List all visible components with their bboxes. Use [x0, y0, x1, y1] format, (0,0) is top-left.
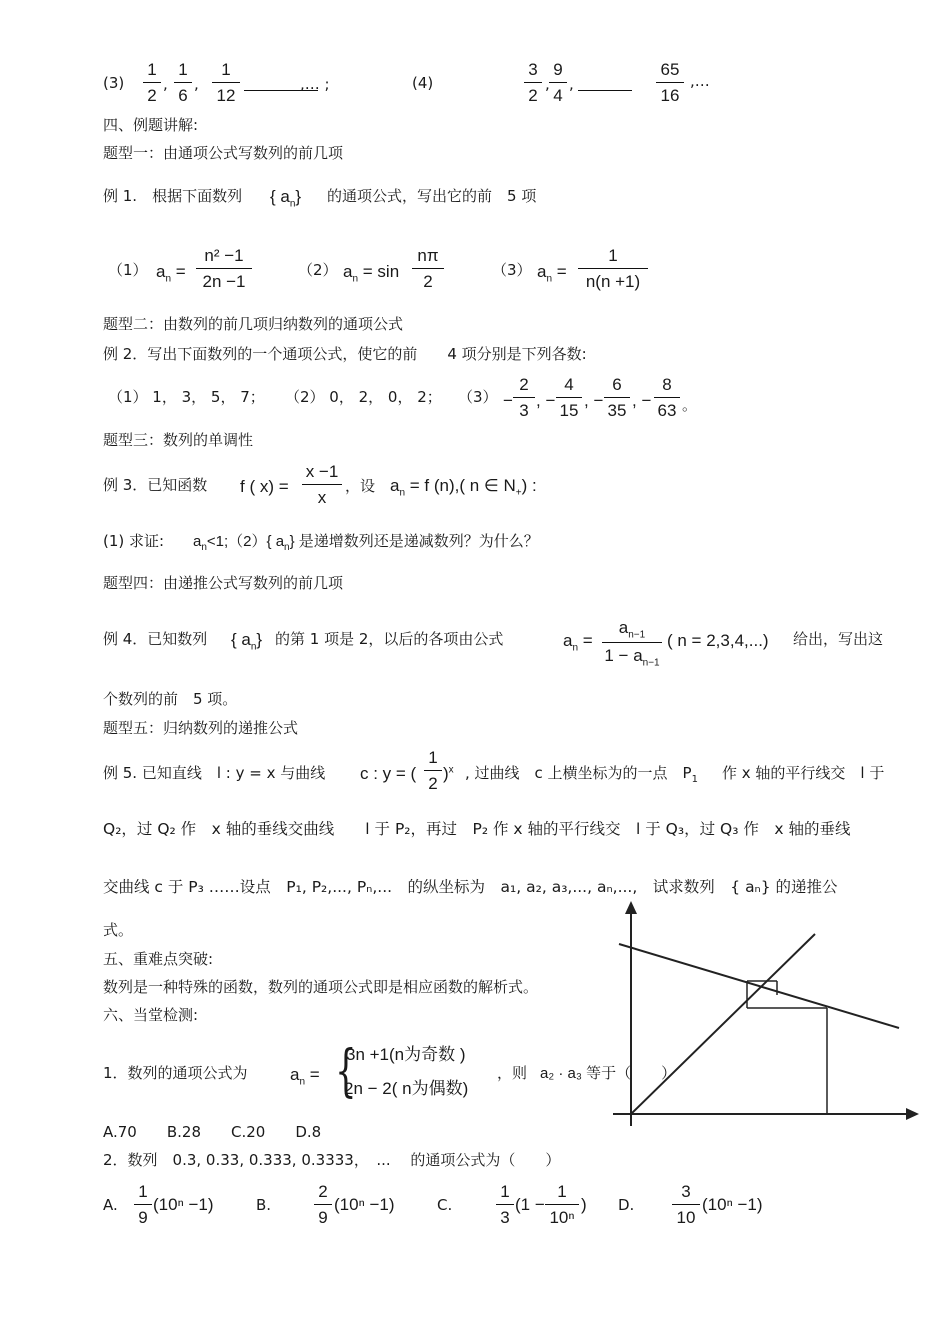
- ex5-line1-d: , 过曲线 c 上横坐标为的一点 $P_1$: [465, 764, 698, 785]
- sep: , −: [536, 391, 556, 410]
- ex1-seq: { $a_n$}: [270, 187, 302, 210]
- ex2-frac-2: $\frac{4}{15}$: [556, 375, 582, 421]
- ex4-cond: ( n = 2,3,4,...): [667, 631, 769, 650]
- sep: , −: [632, 391, 652, 410]
- ex4-line2: 个数列的前 5 项。: [103, 690, 238, 708]
- y-axis-arrow-icon: [625, 901, 637, 914]
- ex2-text: 例 2．写出下面数列的一个通项公式，使它的前 4 项分别是下列各数:: [103, 345, 587, 363]
- ex3-prefix: 例 3．已知函数: [103, 476, 208, 494]
- ex5-line4: 式。: [103, 921, 134, 939]
- q1-options: A.70 B.28 C.20 D.8: [103, 1123, 322, 1141]
- q3-frac-1: $\frac{1}{2}$: [143, 60, 161, 106]
- ex2-frac-4: $\frac{8}{63}$: [654, 375, 680, 421]
- q3-label: (3): [103, 74, 125, 92]
- ex1-suffix: 的通项公式，写出它的前 5 项: [327, 187, 537, 205]
- type-2-heading: 题型二：由数列的前几项归纳数列的通项公式: [103, 315, 404, 333]
- ex3-sub-label: (1) 求证:: [103, 532, 165, 550]
- q4-blank[interactable]: [578, 76, 632, 94]
- ex1-item3-label: （3）: [492, 261, 532, 279]
- q2-B-frac: $\frac{2}{9}$: [314, 1182, 332, 1228]
- ex2-frac-3: $\frac{6}{35}$: [604, 375, 630, 421]
- ex1-item1-lhs: $a_n$ =: [156, 262, 186, 285]
- curve-c: [619, 944, 899, 1028]
- q3-tail: ,… ;: [300, 75, 330, 93]
- ex1-item3-lhs: $a_n$ =: [537, 262, 567, 285]
- ex5-line1-e: 作 x 轴的平行线交 l 于: [722, 764, 885, 782]
- key-point: 数列是一种特殊的函数，数列的通项公式即是相应函数的解析式。: [103, 978, 539, 996]
- q2-A-label[interactable]: A.: [103, 1196, 118, 1214]
- q1-then: ，则: [497, 1064, 528, 1082]
- line-l: [631, 934, 815, 1114]
- type-3-heading: 题型三：数列的单调性: [103, 431, 254, 449]
- ex4-lhs: $a_n$ =: [563, 631, 593, 654]
- q2-C-frac: $\frac{1}{3}$: [496, 1182, 514, 1228]
- comma: ,: [569, 75, 574, 93]
- cobweb-graph: [605, 898, 925, 1138]
- comma: ,: [163, 75, 168, 93]
- q4-frac-3: $\frac{65}{16}$: [656, 60, 684, 106]
- ex4-frac: $\frac{a_{n-1}}{1 - a_{n-1}}$: [602, 618, 662, 669]
- q2-C-label[interactable]: C.: [437, 1196, 453, 1214]
- section-5-heading: 五、重难点突破:: [103, 950, 214, 968]
- ex5-line3: 交曲线 c 于 P₃ ……设点 P₁, P₂,..., Pₙ,... 的纵坐标为 a₁, a₂, a₃,..., aₙ,..., 试求数列 { aₙ} 的递推公: [103, 878, 838, 896]
- q2-C-rest-a: (1 −: [515, 1195, 545, 1214]
- ex1-item1-label: （1）: [108, 261, 148, 279]
- q1-brace: {: [335, 1039, 357, 1104]
- ex5-frac: $\frac{1}{2}$: [424, 748, 442, 794]
- q1-case1: 3n +1(n为奇数 ): [346, 1045, 466, 1064]
- ex5-line2: Q₂，过 Q₂ 作 x 轴的垂线交曲线 l 于 P₂，再过 P₂ 作 x 轴的平行线交 l 于 Q₃，过 Q₃ 作 x 轴的垂线: [103, 820, 851, 838]
- comma: ,: [194, 75, 199, 93]
- ex1-item2-frac: $\frac{n\pi}{2}$: [412, 246, 444, 292]
- ex3-an: $a_n = f$ (n),( n ∈ $N_+$) :: [390, 476, 537, 499]
- ex2-item1: （1） 1， 3， 5， 7；: [108, 388, 265, 406]
- q2-B-label[interactable]: B.: [256, 1196, 272, 1214]
- ex4-tail: 给出，写出这: [793, 630, 884, 648]
- q3-frac-2: $\frac{1}{6}$: [174, 60, 192, 106]
- q2-D-frac: $\frac{3}{10}$: [672, 1182, 700, 1228]
- ex3-frac: $\frac{x -1}{x}$: [302, 462, 342, 508]
- ex2-item3-label: （3）: [458, 388, 498, 406]
- q2-C-rest-b: ): [581, 1195, 587, 1214]
- q4-tail: ,…: [690, 72, 710, 90]
- type-1-heading: 题型一：由通项公式写数列的前几项: [103, 144, 344, 162]
- q4-frac-1: $\frac{3}{2}$: [524, 60, 542, 106]
- type-4-heading: 题型四：由递推公式写数列的前几项: [103, 574, 344, 592]
- section-6-heading: 六、当堂检测:: [103, 1006, 199, 1024]
- ex3-sub-ineq: $a_n<1;(2)${ $a_n$} 是递增数列还是递减数列？为什么？: [193, 533, 539, 553]
- ex4-prefix: 例 4．已知数列: [103, 630, 208, 648]
- q2-A-rest: (10ⁿ −1): [153, 1195, 214, 1214]
- q2-D-label[interactable]: D.: [618, 1196, 635, 1214]
- section-4-heading: 四、例题讲解:: [103, 116, 199, 134]
- ex1-prefix: 例 1. 根据下面数列: [103, 187, 243, 205]
- q4-frac-2: $\frac{9}{4}$: [549, 60, 567, 106]
- type-5-heading: 题型五：归纳数列的递推公式: [103, 719, 299, 737]
- q2-C-inner-frac: $\frac{1}{\text{10ⁿ}}$: [545, 1182, 579, 1228]
- sep: , −: [584, 391, 604, 410]
- comma: ,: [545, 75, 550, 93]
- ex2-item2: （2） 0， 2， 0， 2；: [285, 388, 442, 406]
- q2-B-rest: (10ⁿ −1): [334, 1195, 395, 1214]
- q2-A-frac: $\frac{1}{9}$: [134, 1182, 152, 1228]
- ex1-item2-lhs: $a_n = \sin$: [343, 262, 400, 285]
- ex5-line1-a: 例 5. 已知直线 l : y = x 与曲线: [103, 764, 326, 782]
- ex1-item2-label: （2）: [298, 261, 338, 279]
- q1-prefix: 1．数列的通项公式为: [103, 1064, 248, 1082]
- q2-D-rest: (10ⁿ −1): [702, 1195, 763, 1214]
- ex5-line1-c: )$^x$: [443, 764, 454, 783]
- ex4-mid: 的第 1 项是 2，以后的各项由公式: [275, 630, 504, 648]
- q1-lhs: $a_n$ =: [290, 1065, 320, 1088]
- x-axis-arrow-icon: [906, 1108, 919, 1120]
- ex1-item3-frac: $\frac{1}{n(n +1)}$: [578, 246, 648, 292]
- q1-case2: 2n − 2( n为偶数): [344, 1079, 469, 1098]
- ex3-fx: f ( x) =: [240, 477, 289, 496]
- ex1-item1-frac: $\frac{\text{n² −1}}{2n -1}$: [196, 246, 252, 292]
- ex3-mid: ，设: [345, 477, 376, 495]
- minus-sign: −: [503, 391, 513, 410]
- q2-stem: 2．数列 0.3, 0.33, 0.333, 0.3333， ... 的通项公式为（ ）: [103, 1151, 561, 1169]
- ex5-line1-b: c : y = (: [360, 764, 417, 783]
- ex2-end: 。: [682, 396, 698, 414]
- q3-frac-3: $\frac{1}{12}$: [212, 60, 240, 106]
- q4-label: (4): [412, 74, 434, 92]
- q1-ask: a₂ · a₃ 等于（ ）: [540, 1065, 677, 1082]
- ex4-seq: { $a_n$}: [231, 630, 263, 653]
- ex2-frac-1: $\frac{2}{3}$: [513, 375, 535, 421]
